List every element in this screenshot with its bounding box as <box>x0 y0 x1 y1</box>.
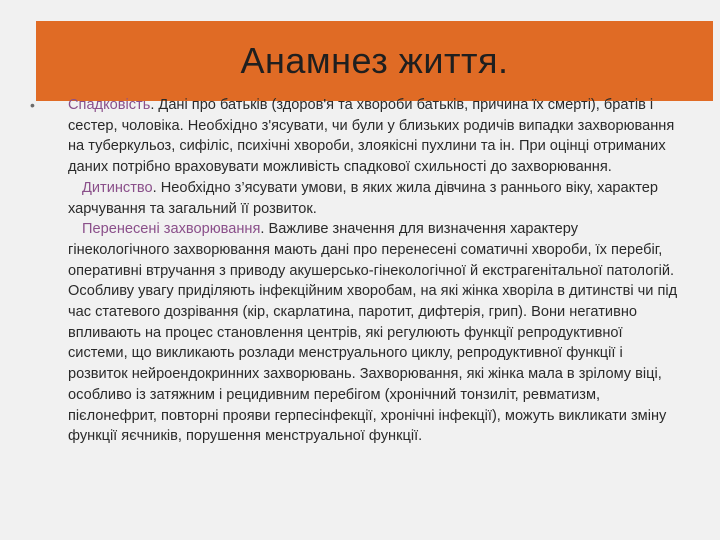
term-heredity: Спадковість <box>68 97 151 113</box>
slide-body <box>30 95 678 447</box>
text-past-diseases: . Важливе значення для визначення характеру гінекологічного захворювання мають дані про перенесені соматичні хвороби, їх перебіг, оперативні втручання з приводу акушерсько-гінекологічної й екстрагенітальної патологій. Особливу увагу приділяють інфекційним хворобам, на які жінка хворіла в дитинстві чи під час статевого дозрівання (кір, скарлатина, паротит, дифтерія, грип). Вони негативно впливають на процес становлення центрів, які регулюють функції репродуктивної системи, що викликають розлади менструального циклу, репродуктивної функції і розвиток нейроендокринних захворювань. Захворювання, які жінка мала в зрілому віці, особливо із затяжним і рецидивним перебігом (хронічний тонзиліт, ревматизм, пієлонефрит, повторні прояви герпесінфекції, хронічні інфекції), можуть викликати зміну функції яєчників, порушення менструальної функції. <box>68 221 678 445</box>
term-past-diseases: Перенесені захворювання <box>82 221 261 238</box>
paragraph-past-diseases <box>68 219 678 447</box>
text-heredity: . Дані про батьків (здоров'я та хвороби батьків, причина їх смерті), братів і сестер, чоловіка. Необхідно з'ясувати, чи були у близьких родичів випадки захворювання на туберкульоз, сифіліс, психічні хвороби, злоякісні пухлини та ін. При оцінці отриманих даних потрібно враховувати можливість спадкової схильності до захворювання. <box>68 97 675 176</box>
slide-title: Анамнез життя. <box>240 40 509 81</box>
text-childhood: . Необхідно з’ясувати умови, в яких жила дівчина з раннього віку, характер харчування та загальний її розвиток. <box>68 179 658 217</box>
term-childhood: Дитинство <box>82 179 153 196</box>
title-bar <box>36 21 713 101</box>
bullet-icon: • <box>30 97 35 113</box>
paragraph-heredity <box>68 95 678 178</box>
paragraph-childhood <box>68 178 678 219</box>
